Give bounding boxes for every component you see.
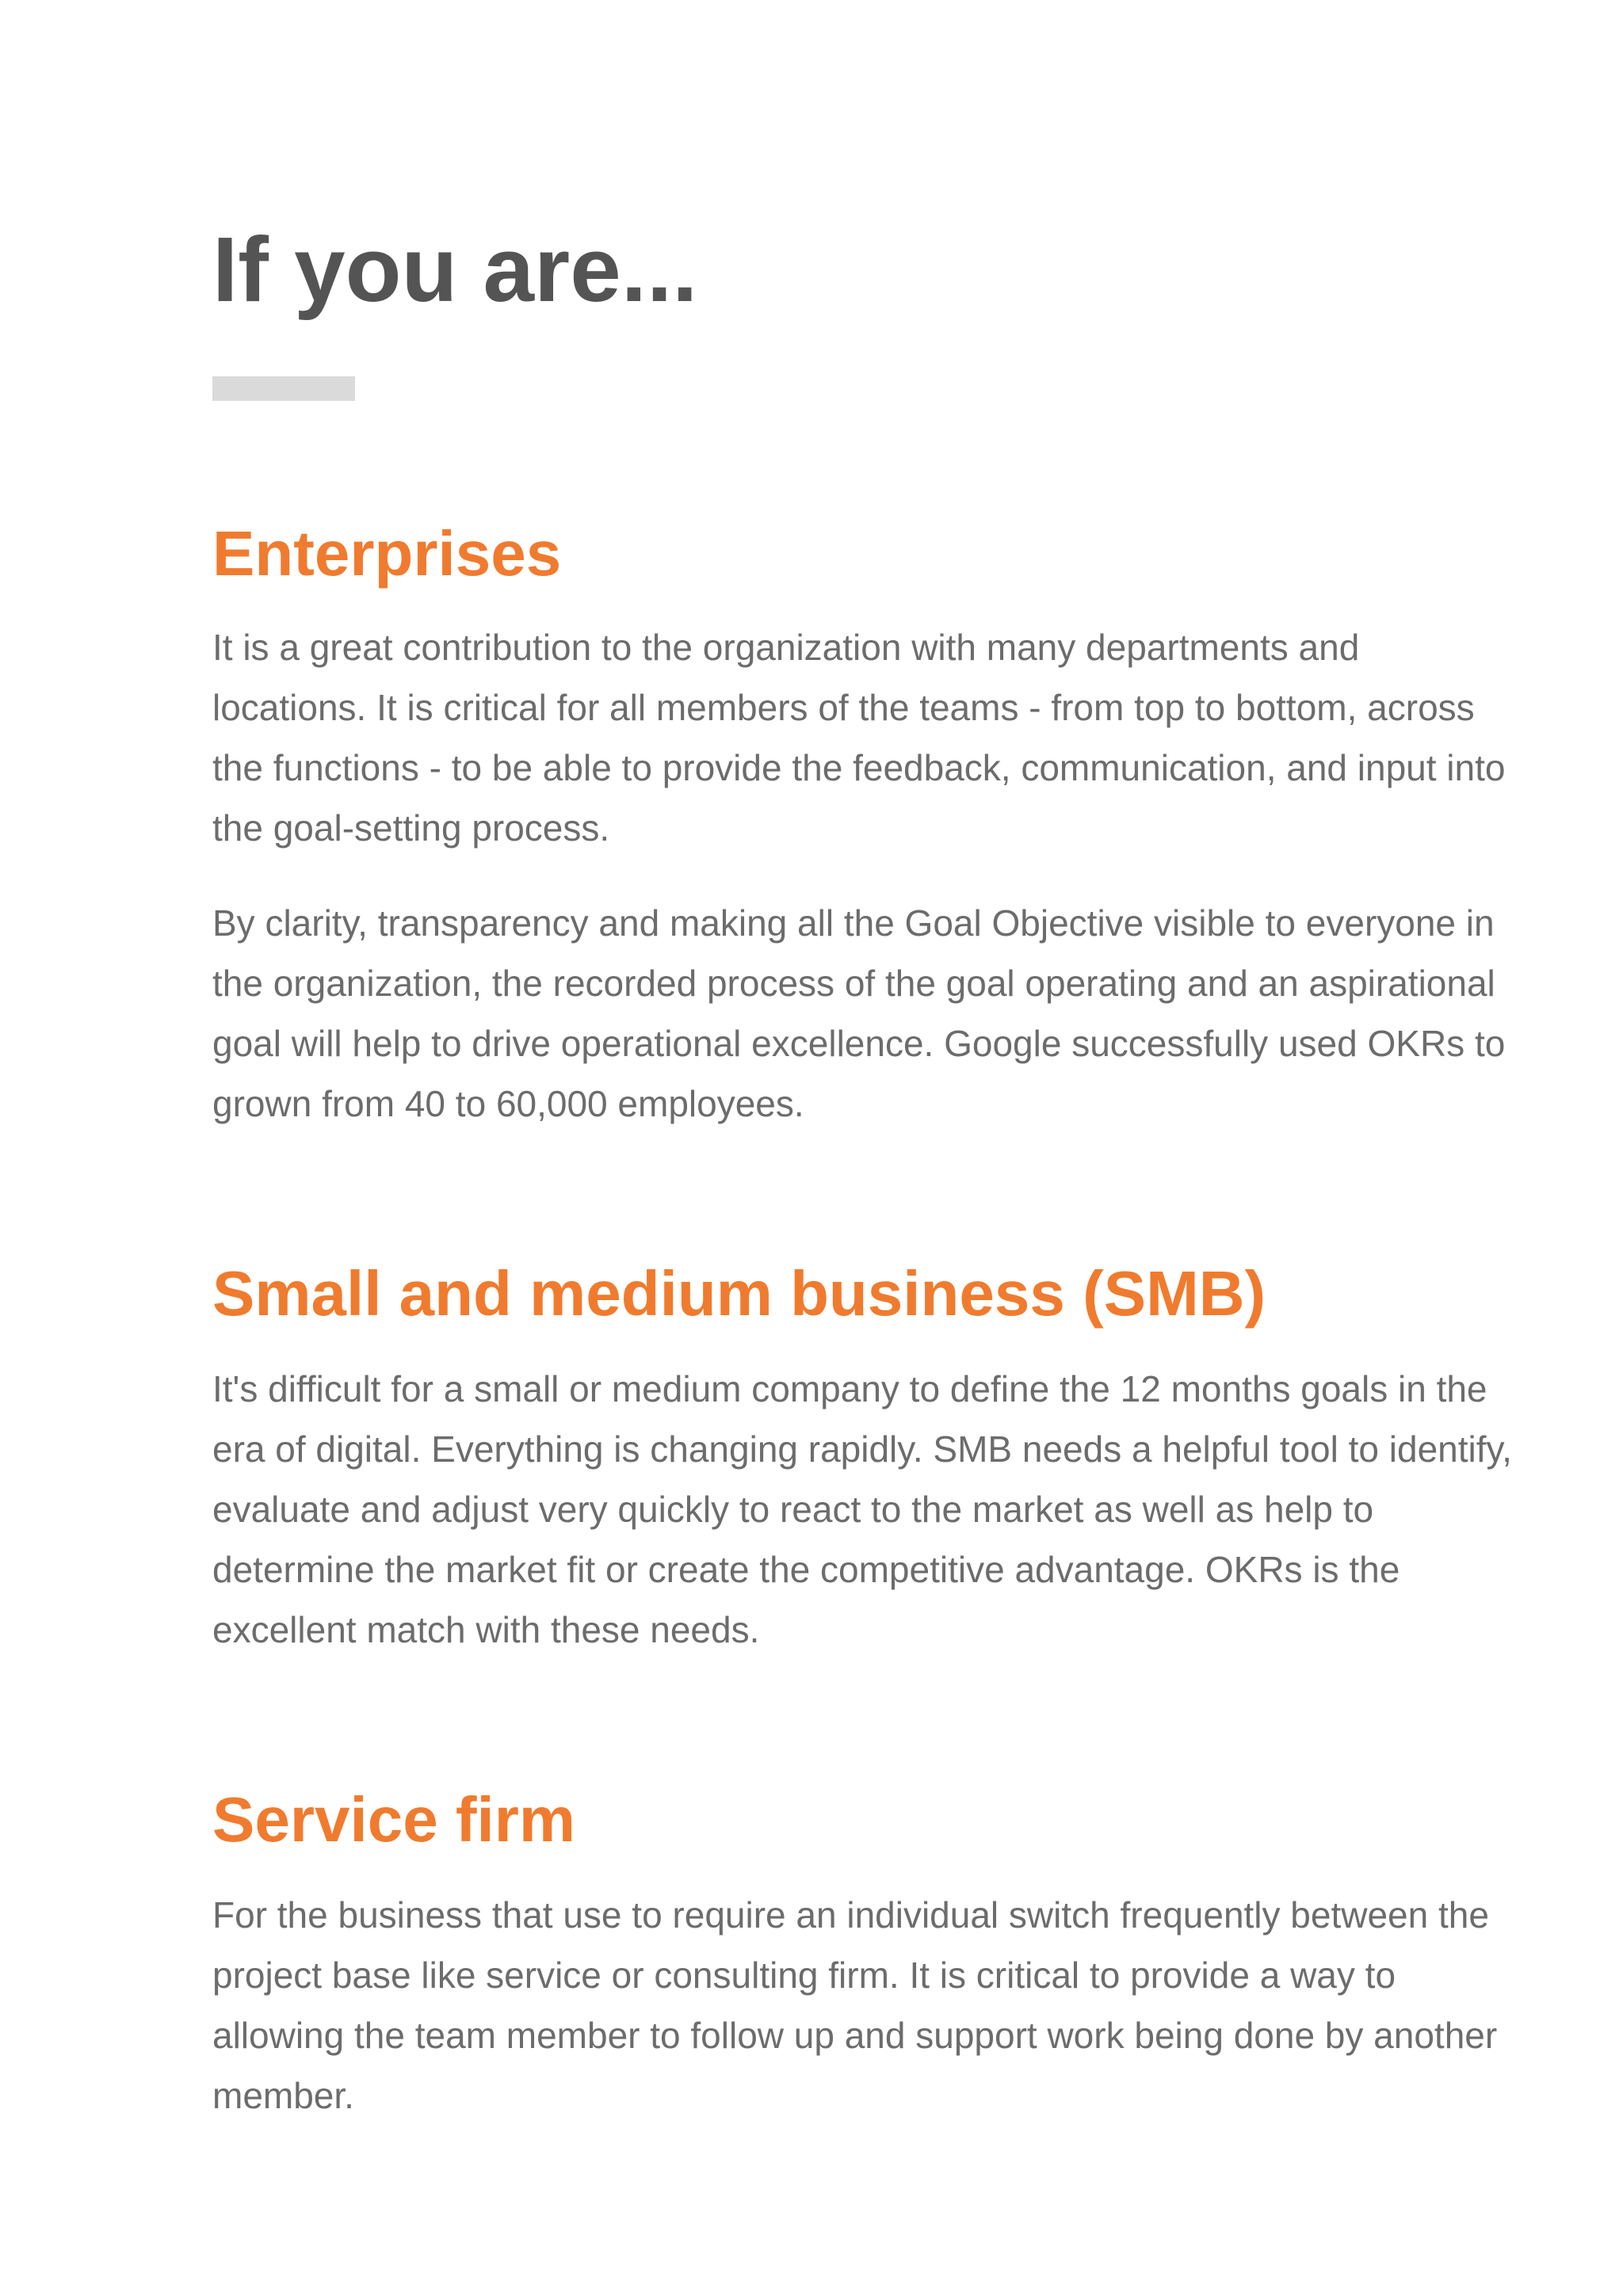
section-heading-service-firm: Service firm <box>212 1784 576 1855</box>
enterprises-paragraph-1: It is a great contribution to the organization with many departments and locations. It is critical for all members of the teams - from top to bottom, across the functions - to be able to provide the feedback, communication, and input into the goal-setting process. <box>212 627 1506 849</box>
section-heading-enterprises: Enterprises <box>212 518 562 589</box>
section-service-firm <box>212 1780 1512 2126</box>
enterprises-paragraph-2: By clarity, transparency and making all the Goal Objective visible to everyone in the organization, the recorded process of the goal operating and an aspirational goal will help to drive operational excellence. Google successfully used OKRs to grown from 40 to 60,000 employees. <box>212 902 1506 1124</box>
service-firm-paragraph-1: For the business that use to require an individual switch frequently between the project base like service or consulting firm. It is critical to provide a way to allowing the team member to follow up and support work being done by another member. <box>212 1894 1498 2116</box>
page-content <box>212 214 1512 2126</box>
page-title: If you are... <box>212 218 698 321</box>
section-smb <box>212 1254 1512 1660</box>
title-underline-rule <box>212 376 355 401</box>
section-enterprises <box>212 514 1512 1134</box>
section-heading-smb: Small and medium business (SMB) <box>212 1258 1266 1329</box>
smb-paragraph-1: It's difficult for a small or medium company to define the 12 months goals in the era of digital. Everything is changing rapidly. SMB needs a helpful tool to identify, evaluate and adjust very quickly to react to the market as well as help to determine the market fit or create the competitive advantage. OKRs is the excellent match with these needs. <box>212 1368 1512 1650</box>
